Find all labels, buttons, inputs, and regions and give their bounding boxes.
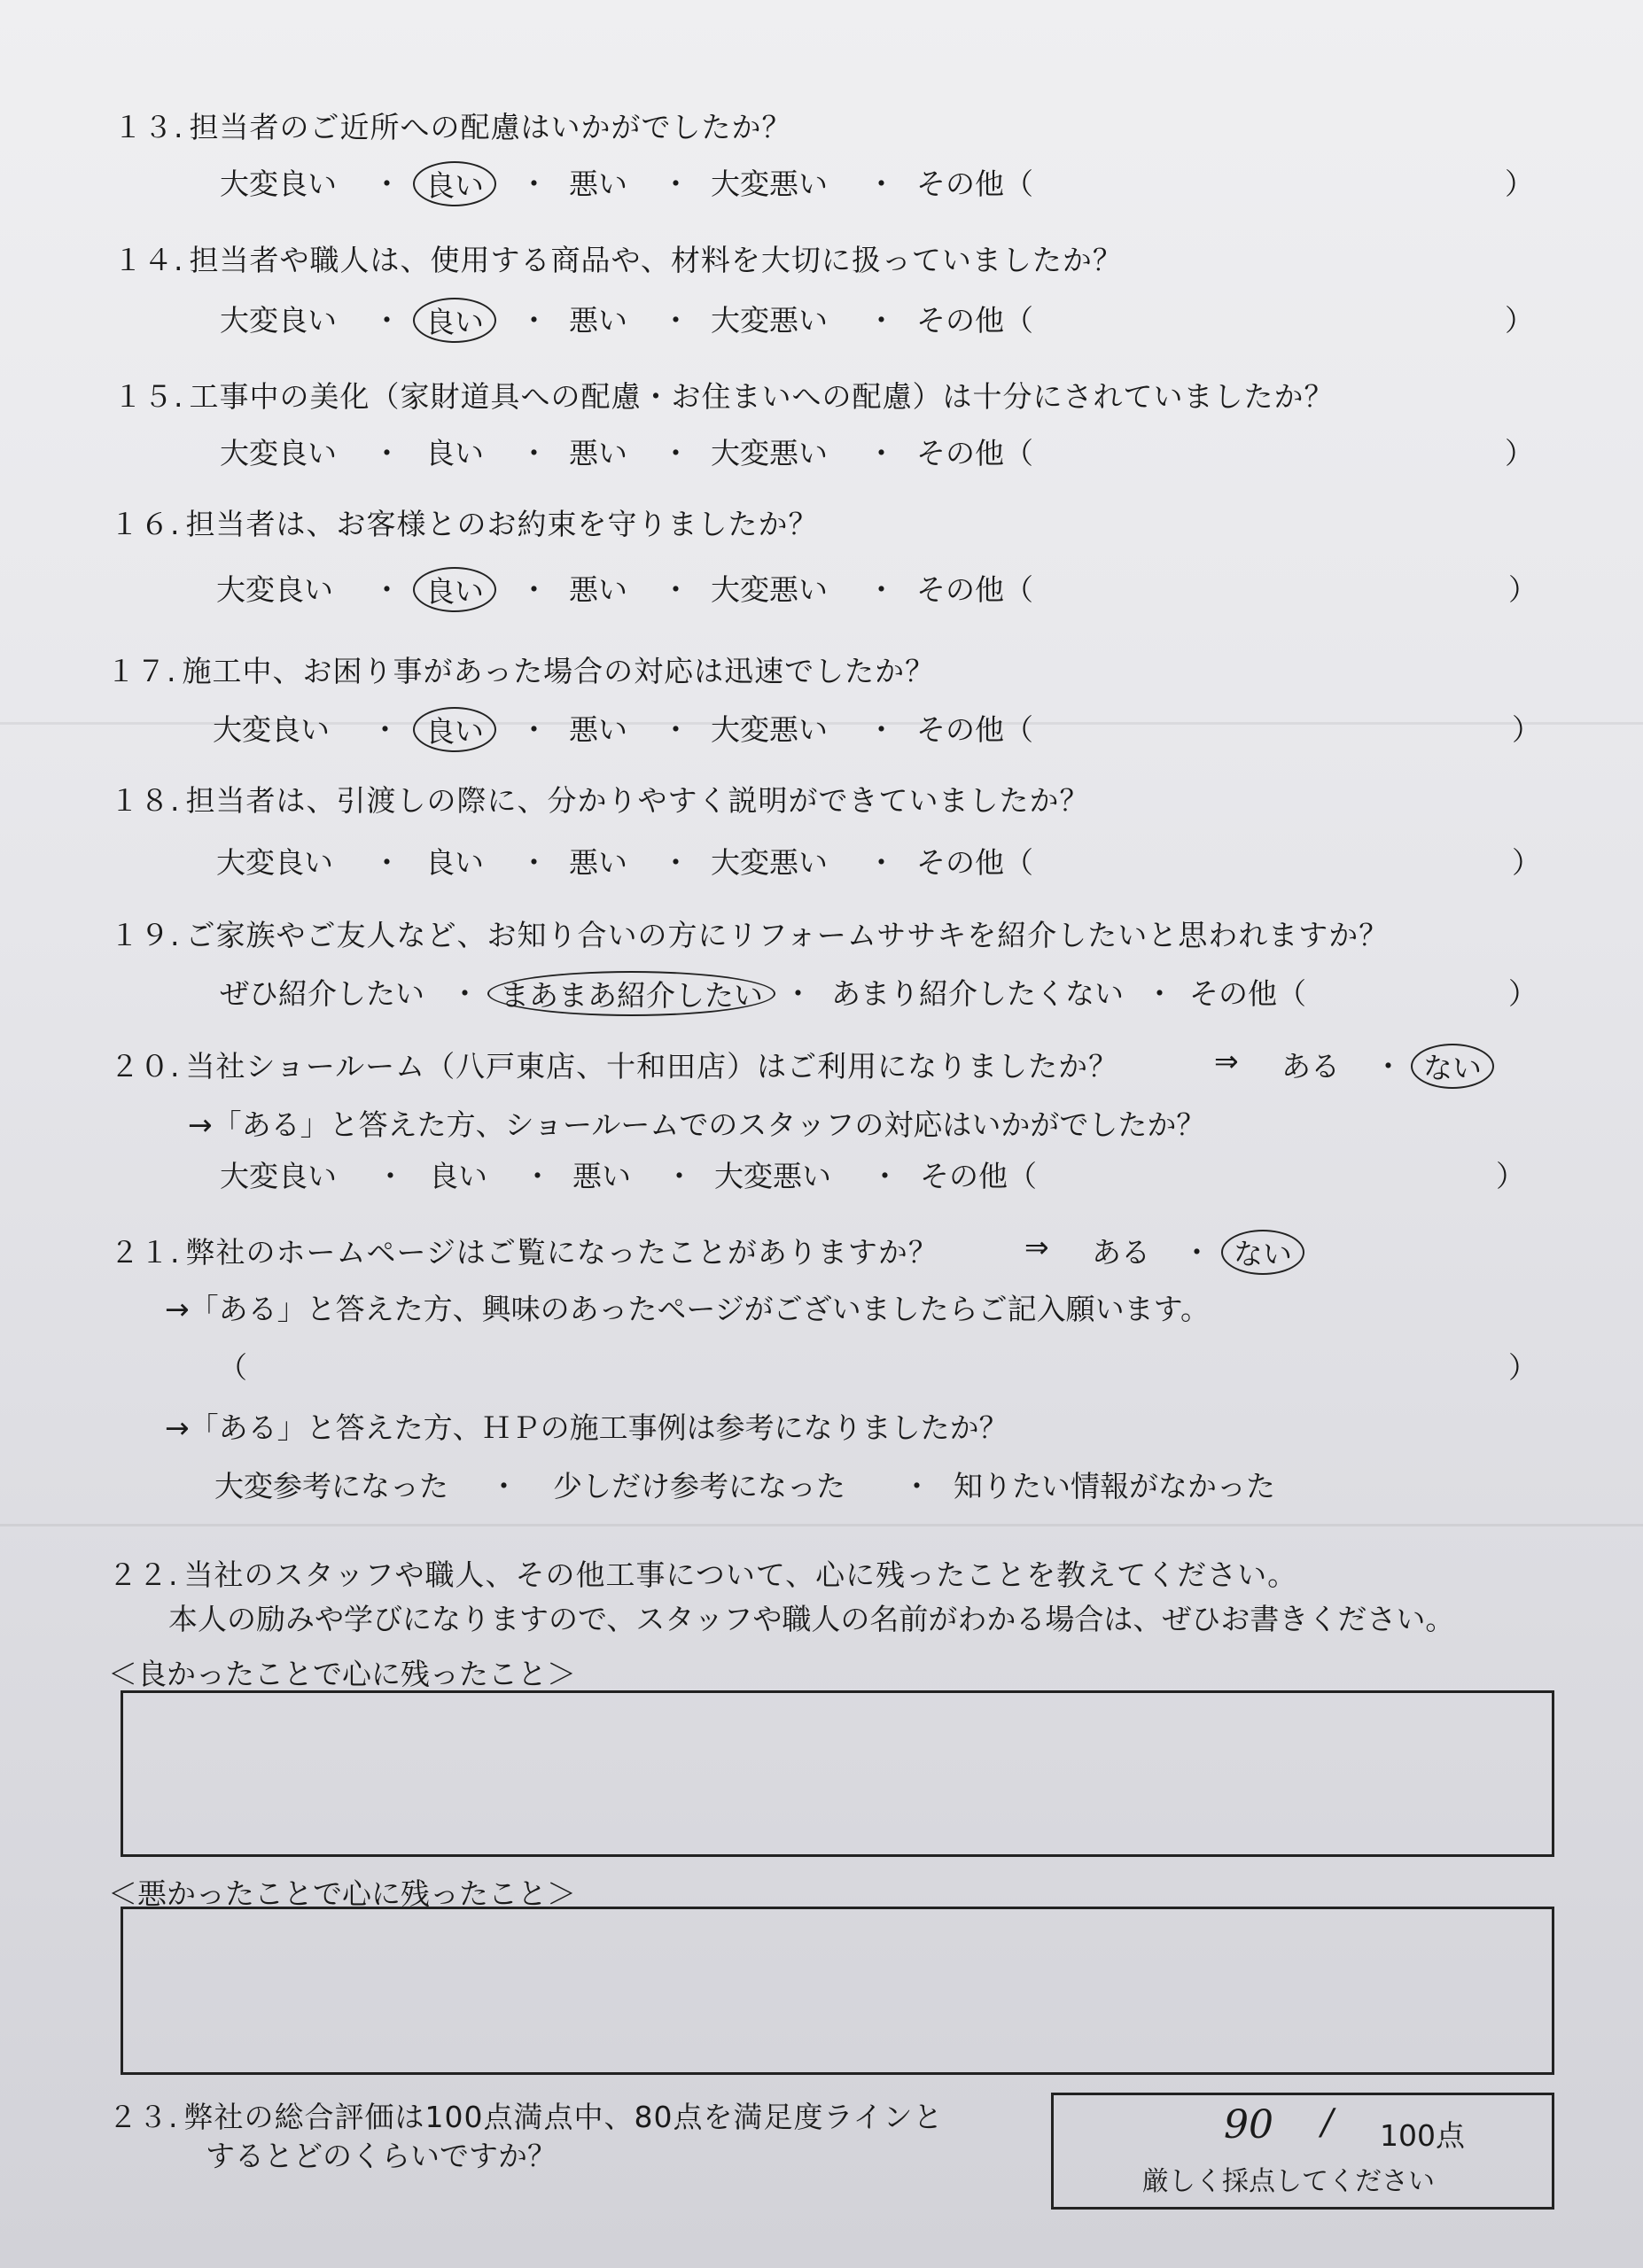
option-other[interactable]: その他（ (916, 572, 1033, 607)
option-other[interactable]: その他（ (1189, 976, 1306, 1011)
option-good-selected[interactable]: 良い (413, 707, 496, 752)
question-23: ２３. 弊社の総合評価は100点満点中、80点を満足度ラインと (108, 2100, 944, 2134)
bad-memory-textbox[interactable] (121, 1907, 1554, 2075)
option-not-really-recommend[interactable]: あまり紹介したくない (831, 976, 1124, 1011)
followup-21-examples: →「ある」と答えた方、ＨＰの施工事例は参考になりましたか？ (165, 1410, 1008, 1445)
option-very-bad[interactable]: 大変悪い (711, 845, 828, 880)
option-other[interactable]: その他（ (916, 712, 1033, 747)
bad-memory-label: ＜悪かったことで心に残ったこと＞ (108, 1876, 576, 1911)
option-very-good[interactable]: 大変良い (220, 1159, 337, 1193)
option-other[interactable]: その他（ (916, 436, 1033, 470)
option-somewhat-recommend-selected[interactable]: まあまあ紹介したい (487, 971, 775, 1016)
followup-21-page: →「ある」と答えた方、興味のあったページがございましたらご記入願います。 (165, 1292, 1211, 1326)
option-very-good[interactable]: 大変良い (220, 167, 337, 201)
good-memory-label: ＜良かったことで心に残ったこと＞ (108, 1657, 576, 1691)
option-very-bad[interactable]: 大変悪い (711, 303, 828, 338)
option-bad[interactable]: 悪い (569, 572, 627, 607)
option-very-bad[interactable]: 大変悪い (711, 572, 828, 607)
option-yes[interactable]: ある (1281, 1049, 1340, 1084)
good-memory-textbox[interactable] (121, 1690, 1554, 1857)
option-very-helpful[interactable]: 大変参考になった (214, 1469, 448, 1503)
option-very-bad[interactable]: 大変悪い (711, 436, 828, 470)
option-somewhat-helpful[interactable]: 少しだけ参考になった (553, 1469, 845, 1503)
option-good[interactable]: 良い (425, 436, 484, 470)
option-bad[interactable]: 悪い (569, 303, 627, 338)
option-bad[interactable]: 悪い (569, 712, 627, 747)
option-definitely-recommend[interactable]: ぜひ紹介したい (220, 976, 424, 1011)
option-very-good[interactable]: 大変良い (216, 845, 333, 880)
option-very-bad[interactable]: 大変悪い (714, 1159, 831, 1193)
option-very-good[interactable]: 大変良い (220, 436, 337, 470)
option-no-selected[interactable]: ない (1411, 1044, 1494, 1089)
score-max: 100点 (1380, 2118, 1465, 2153)
option-other[interactable]: その他（ (916, 167, 1033, 201)
option-bad[interactable]: 悪い (569, 436, 627, 470)
followup-20: →「ある」と答えた方、ショールームでのスタッフの対応はいかがでしたか？ (188, 1107, 1206, 1142)
question-15: １５. 工事中の美化（家財道具への配慮・お住まいへの配慮）は十分にされていましたか？ (113, 379, 1335, 414)
option-other[interactable]: その他（ (920, 1159, 1037, 1193)
option-good-selected[interactable]: 良い (413, 161, 496, 206)
option-very-bad[interactable]: 大変悪い (711, 712, 828, 747)
survey-sheet: １３. 担当者のご近所への配慮はいかがでしたか？ 大変良い ・ 良い ・ 悪い ・ 大変悪い ・ その他（ ） １４. 担当者や職人は、使用する商品や、材料を大切に扱っていましたか？ 大変良い ・ 良い ・ 悪い ・ 大変悪い ・ その他（ ） １５. 工事中の美化（家財道具への配慮・お住まいへの配慮）は十分にされていましたか？ 大変良い ・ 良い ・ 悪い ・ 大変悪い ・ その他（ ） １６. 担当者は、お客様とのお約束を守りましたか？ 大変良い ・ 良い ・ 悪い ・ 大変悪い ・ その他（ ） １７. 施工中、お困り事があった場合の対応は迅速でしたか？ 大変良い ・ 良い ・ 悪い ・ 大変悪い ・ その他（ ） １８. 担当者は、引渡しの際に、分かりやすく説明ができていましたか？ 大変良い ・ 良い ・ 悪い ・ 大変悪い ・ その他（ ） １９. ご家族やご友人など、お知り合いの方にリフォームササキを紹介したいと思われますか？ ぜひ紹介したい ・ まあまあ紹介したい ・ あまり紹介したくない ・ その他（ ） ２０. 当社ショールーム（八戸東店、十和田店）はご利用になりましたか？ ⇒ ある ・ ない →「ある」と答えた方、ショールームでのスタッフの対応はいかがでしたか？ 大変良い ・ 良い ・ 悪い ・ 大変悪い ・ その他（ ） ２１. 弊社のホームページはご覧になったことがありますか？ ⇒ ある ・ ない →「ある」と答えた方、興味のあったページがございましたらご記入願います。 （ ） →「ある」と答えた方、ＨＰの施工事例は参考になりましたか？ 大変参考になった ・ 少しだけ参考になった ・ 知りたい情報がなかった ２２. 当社のスタッフや職人、その他工事について、心に残ったことを教えてください。 本人の励みや学びになりますので、スタッフや職人の名前がわかる場合は、ぜひお書きください。 ＜良かったことで心に残ったこと＞ ＜悪かったことで心に残ったこと＞ ２３. 弊社の総合評価は100点満点中、80点を満足度ラインと するとどのくらいですか？ 90 / 100点 厳しく採点してください (0, 0, 1643, 2268)
question-14: １４. 担当者や職人は、使用する商品や、材料を大切に扱っていましたか？ (113, 243, 1123, 277)
option-bad[interactable]: 悪い (569, 167, 627, 201)
question-13: １３. 担当者のご近所への配慮はいかがでしたか？ (113, 110, 792, 144)
question-17: １７. 施工中、お困り事があった場合の対応は迅速でしたか？ (106, 654, 936, 688)
score-value: 90 (1224, 2102, 1273, 2148)
paper-fold (0, 1524, 1643, 1526)
option-very-good[interactable]: 大変良い (213, 712, 330, 747)
option-good[interactable]: 良い (425, 845, 484, 880)
option-yes[interactable]: ある (1092, 1235, 1150, 1270)
option-very-bad[interactable]: 大変悪い (711, 167, 828, 201)
question-20: ２０. 当社ショールーム（八戸東店、十和田店）はご利用になりましたか？ (110, 1049, 1119, 1084)
option-good[interactable]: 良い (429, 1159, 487, 1193)
question-22: ２２. 当社のスタッフや職人、その他工事について、心に残ったことを教えてください。 (108, 1557, 1298, 1592)
option-other[interactable]: その他（ (916, 303, 1033, 338)
option-other[interactable]: その他（ (916, 845, 1033, 880)
option-good-selected[interactable]: 良い (413, 567, 496, 612)
question-22-note: 本人の励みや学びになりますので、スタッフや職人の名前がわかる場合は、ぜひお書きください。 (168, 1602, 1455, 1636)
option-very-good[interactable]: 大変良い (216, 572, 333, 607)
question-23-line2: するとどのくらいですか？ (206, 2139, 557, 2173)
option-no-selected[interactable]: ない (1221, 1230, 1304, 1275)
option-very-good[interactable]: 大変良い (220, 303, 337, 338)
option-bad[interactable]: 悪い (572, 1159, 631, 1193)
question-16: １６. 担当者は、お客様とのお約束を守りましたか？ (110, 507, 819, 541)
question-19: １９. ご家族やご友人など、お知り合いの方にリフォームササキを紹介したいと思われますか？ (110, 918, 1390, 952)
question-18: １８. 担当者は、引渡しの際に、分かりやすく説明ができていましたか？ (110, 783, 1090, 818)
question-21: ２１. 弊社のホームページはご覧になったことがありますか？ (110, 1235, 938, 1270)
score-note: 厳しく採点してください (1142, 2166, 1435, 2197)
option-good-selected[interactable]: 良い (413, 298, 496, 343)
option-bad[interactable]: 悪い (569, 845, 627, 880)
option-not-helpful[interactable]: 知りたい情報がなかった (954, 1469, 1275, 1503)
score-slash: / (1321, 2102, 1334, 2143)
score-box[interactable] (1051, 2093, 1554, 2210)
